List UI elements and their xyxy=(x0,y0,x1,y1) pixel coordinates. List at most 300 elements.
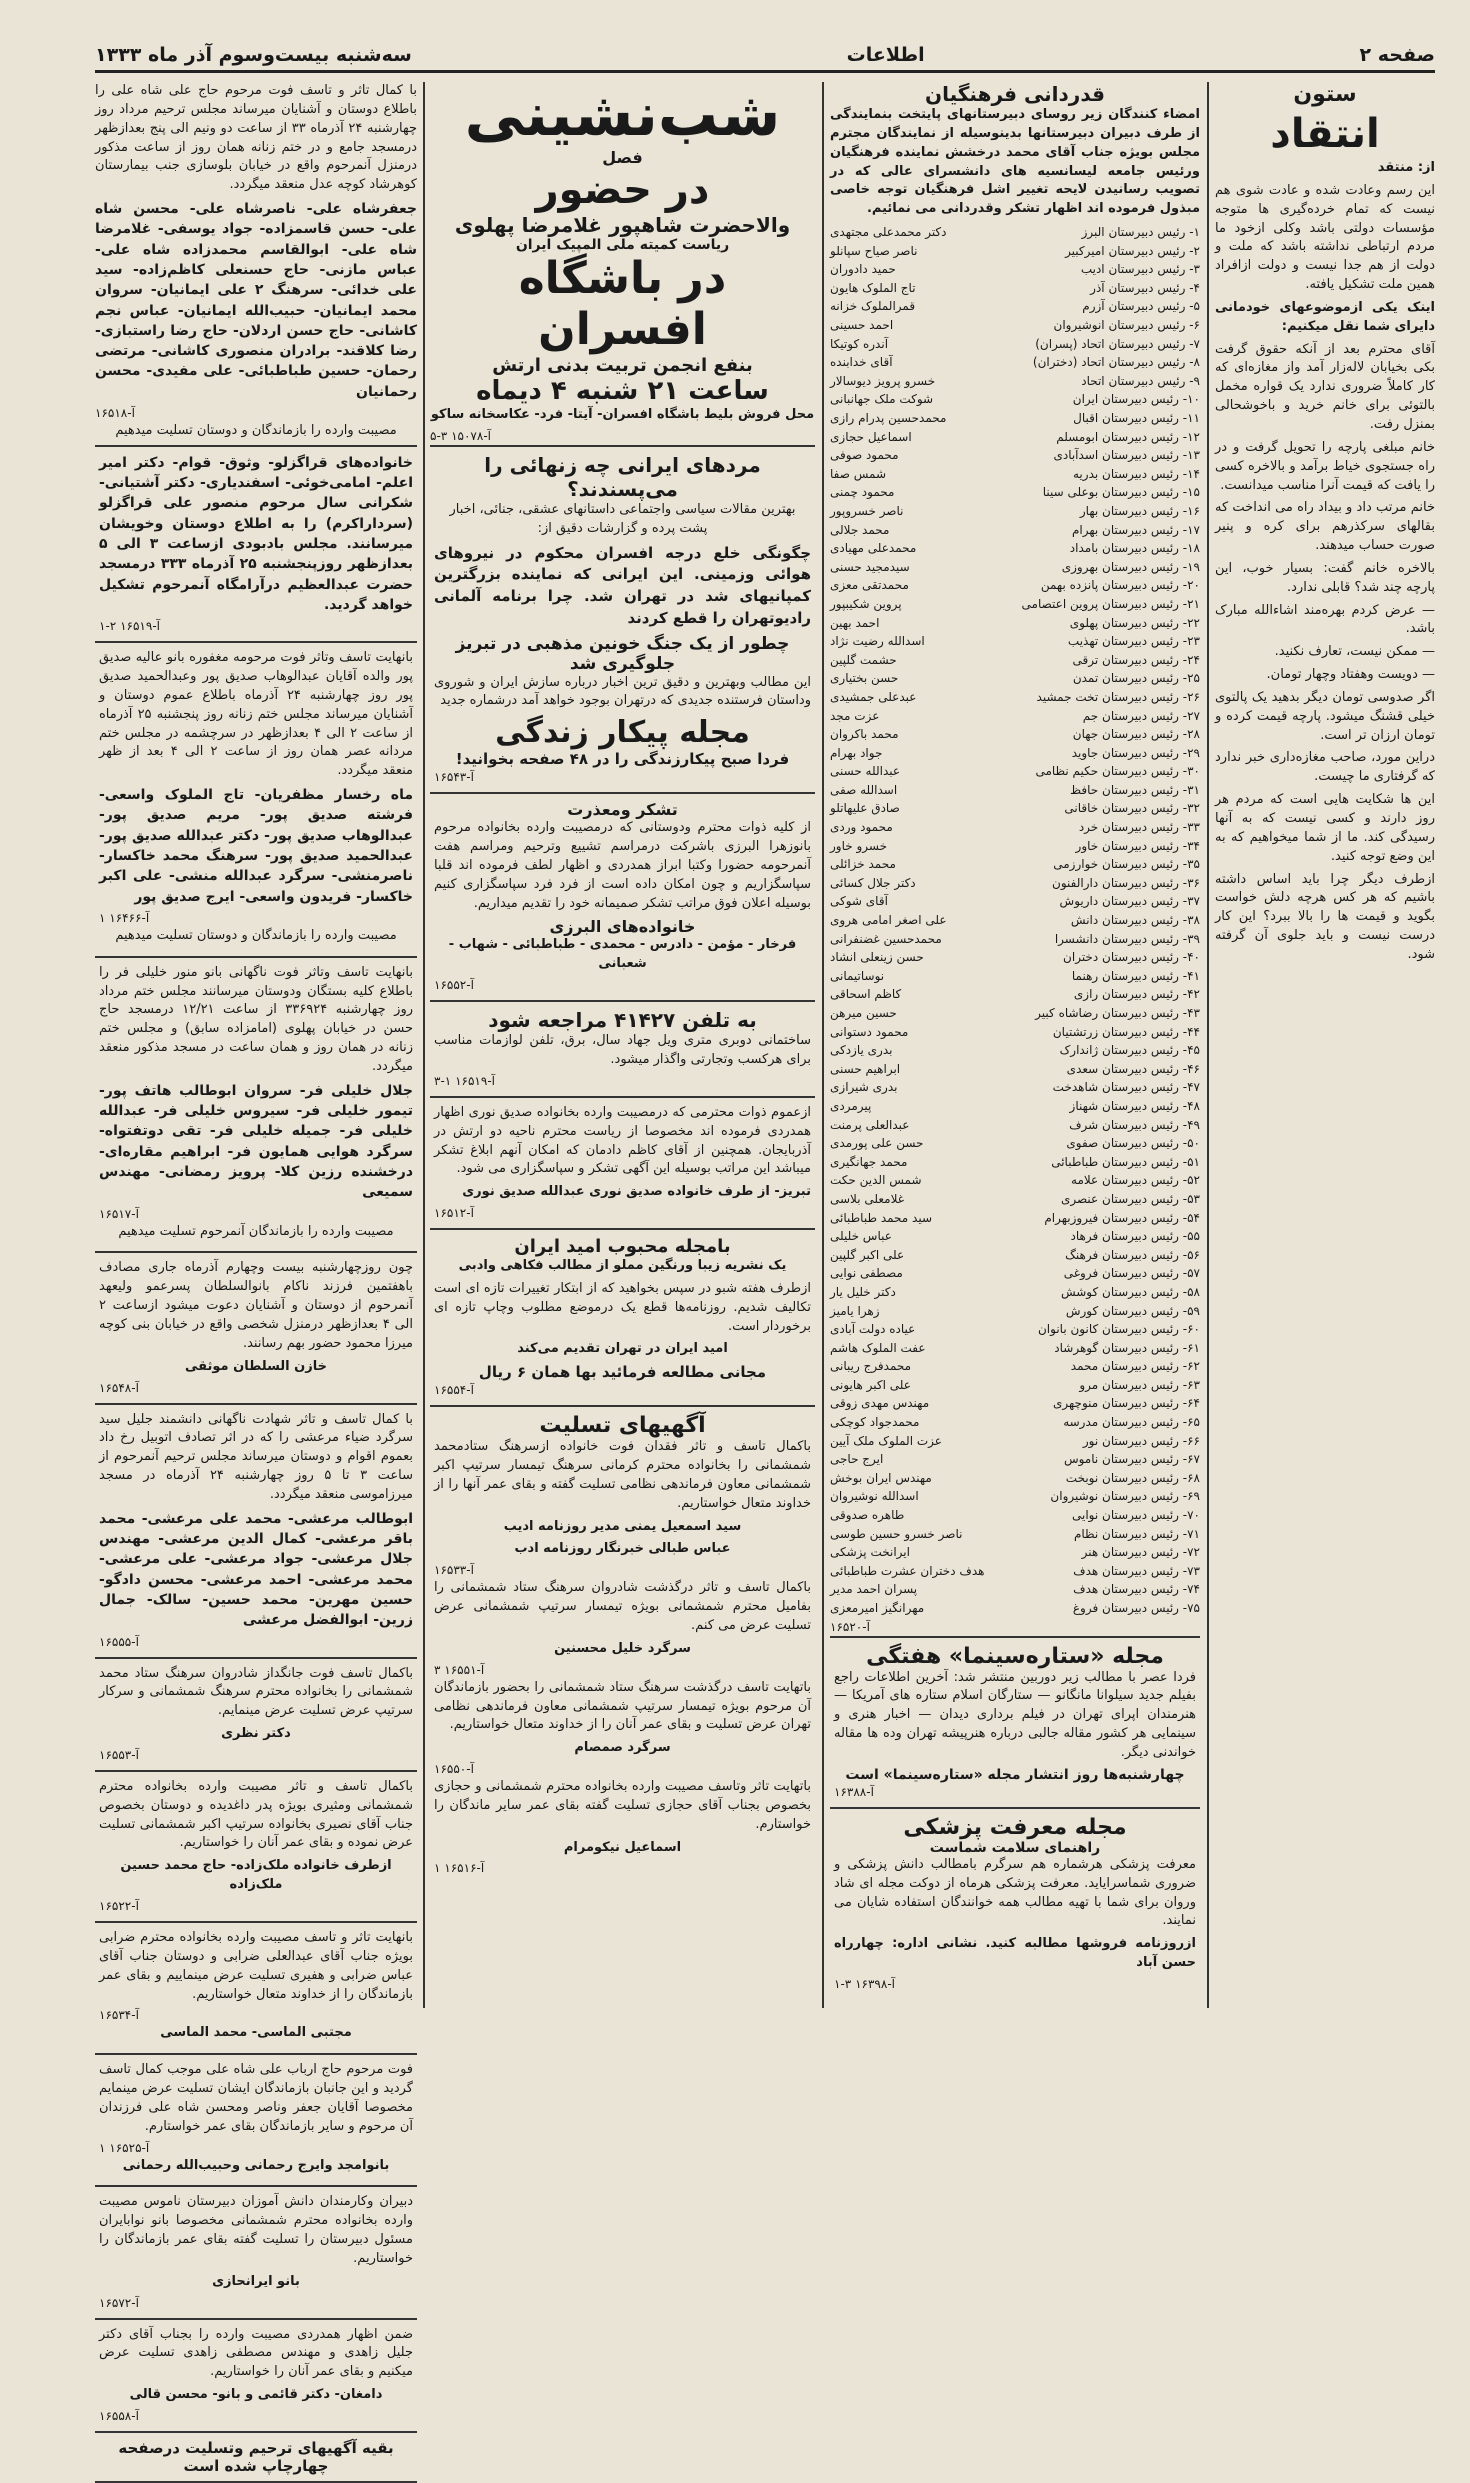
condolence-sign: عباس طبالی خبرنگار روزنامه ادب xyxy=(514,1541,731,1557)
obituary xyxy=(95,2053,417,2185)
obituary-names: ماه رخسار مظفریان- تاج الملوک واسعی- فرشته صدیق پور- مریم صدیق پور- عبدالوهاب صدیق پور- دکتر عبدالله صدیق پور- عبدالحمید صدیق پور- سرهنگ محمد خاکسار- ناصرمنشی- سرگرد عبدالله منشی- علی اکبر خاکسار- فریدون واسعی- ایرج صدیق پور xyxy=(99,787,413,905)
school-name: ۶۸- رئیس دبیرستان نوبخت xyxy=(1065,1470,1200,1485)
principal-name: مصطفی نوایی xyxy=(830,1266,903,1281)
principal-name: زهرا یامیز xyxy=(830,1303,880,1318)
school-row xyxy=(830,855,1200,874)
school-name: ۱۰- رئیس دبیرستان ایران xyxy=(1072,392,1200,407)
ad-code: آ-۱۶۵۵۸ xyxy=(99,2409,139,2423)
obituary-sign: دامغان- دکتر قائمی و بانو- محسن قالی xyxy=(129,2387,383,2403)
ad-code: آ-۱۶۵۷۲ xyxy=(99,2295,139,2310)
principal-name: حسین میرهن xyxy=(830,1006,897,1020)
school-name: ۵۱- رئیس دبیرستان طباطبائی xyxy=(1051,1154,1200,1169)
event-time: ساعت ۲۱ شنبه ۴ دیماه xyxy=(476,376,769,406)
ad-code: آ-۱۶۴۶۶ ۱ xyxy=(99,910,150,925)
medical-ad xyxy=(830,1807,1200,1999)
school-row xyxy=(830,1283,1200,1302)
principal-name: محمود چمنی xyxy=(830,485,895,500)
principal-name: پروین شکیبپور xyxy=(830,596,902,611)
sinema-ad xyxy=(830,1636,1200,1807)
principal-name: اسماعیل حجازی xyxy=(830,429,912,444)
sadigh-sign: تبریز- از طرف خانواده صدیق نوری عبدالله صدیق نوری xyxy=(462,1184,811,1200)
principal-name: محمود دستوانی xyxy=(830,1024,909,1039)
sadigh-text: ازعموم ذوات محترمی که درمصیبت وارده بخانواده صدیق نوری اظهار همدردی فرموده اند مخصوصا از ریاست محترم ناحیه دو ارتش در آذربایجان. همچنین از آقای کاظم دادمان که امکان آنهم ابلاغ تشکر میباشد این مراتب بوسیله این آگهی تشکر و سپاسگزاری می شود. xyxy=(434,1104,811,1177)
obituary-sign: بانوامجد وایرج رحمانی وحبیب‌الله رحمانی xyxy=(122,2157,390,2173)
principal-name: آندره کوتیکا xyxy=(830,336,889,351)
obituary-text: باکمال تاسف فوت جانگداز شادروان سرهنگ ستاد محمد شمشمانی را بخانواده محترم سرهنگ شمشمانی و سرکار سرتیپ عرض تسلیت عرض مینمایم. xyxy=(99,1665,413,1719)
school-row xyxy=(830,967,1200,986)
principal-name: شمس صفا xyxy=(830,466,887,481)
column-rule xyxy=(423,82,425,2008)
school-name: ۵۵- رئیس دبیرستان فرهاد xyxy=(1070,1229,1200,1244)
omid-ad xyxy=(430,1228,815,1405)
phone-ad xyxy=(430,1000,815,1096)
principal-name: احمد حسینی xyxy=(830,318,894,333)
school-name: ۷۵- رئیس دبیرستان فروغ xyxy=(1072,1601,1200,1615)
principal-name: خسرو خاور xyxy=(830,838,888,853)
school-row xyxy=(830,1450,1200,1469)
school-row xyxy=(830,316,1200,335)
school-row xyxy=(830,1209,1200,1228)
school-row xyxy=(830,297,1200,316)
school-name: ۷- رئیس دبیرستان اتحاد (پسران) xyxy=(1035,336,1200,351)
thanks-names: فرخار - مؤمن - دادرس - محمدی - طباطبائی - شهاب - شعبانی xyxy=(448,937,797,972)
obituary-names: ابوطالب مرعشی- محمد علی مرعشی- محمد باقر مرعشی- کمال الدین مرعشی- مهندس جلال مرعشی- جواد مرعشی- علی مرعشی- محمد مرعشی- احمد مرعشی- محسن دادگو- حسین مهرین- محمد حسین- سالک- جمال زرین- ابوالفضل مرعشی xyxy=(99,1510,413,1629)
school-name: ۶۰- رئیس دبیرستان کانون بانوان xyxy=(1037,1322,1200,1337)
obituary xyxy=(95,445,417,641)
principal-name: ایرج حاجی xyxy=(830,1452,884,1467)
medical-footer: ازروزنامه فروشها مطالبه کنید. نشانی اداره: چهارراه حسن آباد xyxy=(834,1936,1196,1971)
obituary-sign: مجتبی الماسی- محمد الماسی xyxy=(160,2025,352,2041)
school-row xyxy=(830,1599,1200,1618)
principal-name: پسران احمد مدیر xyxy=(830,1582,918,1597)
column-rule xyxy=(822,82,824,2008)
obituaries-column xyxy=(95,82,418,2475)
obituary-text: چون روزچهارشنبه بیست وچهارم آذرماه جاری مصادف باهفتمین فرزند ناکام بانوالسلطان پسرعمو ولیعهد آنمرحوم از دوستان و آشنایان دعوت میشود ازساعت ۲ الی ۴ بعدازظهر درمنزل شخصی واقع در خیابان بنی کوچه میرزا محمود حضور بهم رسانند. xyxy=(99,1260,413,1351)
school-name: ۴۴- رئیس دبیرستان زرتشتیان xyxy=(1052,1024,1200,1039)
school-name: ۶۴- رئیس دبیرستان منوچهری xyxy=(1053,1396,1200,1411)
condolence-title: آگهیهای تسلیت xyxy=(539,1413,706,1439)
critique-kicker: ستون xyxy=(1293,82,1357,107)
condolence-sign: سرگرد خلیل محسنین xyxy=(554,1640,691,1656)
principal-name: ناصر خسرو حسین طوسی xyxy=(830,1526,963,1541)
school-row xyxy=(830,651,1200,670)
thanks-family: خانواده‌های البرزی xyxy=(549,917,696,937)
school-name: ۳۵- رئیس دبیرستان خوارزمی xyxy=(1053,857,1200,872)
school-row xyxy=(830,335,1200,354)
principal-name: محمدفرج ریبانی xyxy=(830,1359,912,1374)
medical-title: مجله معرفت پزشکی xyxy=(903,1814,1127,1840)
school-name: ۶۵- رئیس دبیرستان مدرسه xyxy=(1063,1415,1200,1430)
principal-name: ناصر صیاح سپانلو xyxy=(830,243,918,258)
principal-name: محمد جلالی xyxy=(830,522,890,537)
school-row xyxy=(830,1413,1200,1432)
principal-name: ناصر خسروپور xyxy=(830,503,904,518)
school-row xyxy=(830,1134,1200,1153)
obituary xyxy=(95,1921,417,2053)
school-name: ۴۷- رئیس دبیرستان شاهدخت xyxy=(1052,1080,1200,1095)
omid-price: مجانی مطالعه فرمائید بها همان ۶ ریال xyxy=(478,1363,767,1382)
school-row xyxy=(830,1004,1200,1023)
school-name: ۵۸- رئیس دبیرستان کوشش xyxy=(1060,1284,1200,1299)
school-row xyxy=(830,539,1200,558)
critique-paragraph: خانم مبلغی پارچه را تحویل گرفت و در راه جستجوی خیاط برآمد و بالاخره کسی را یافت که قیمت آنرا مناسب میدانست. xyxy=(1215,439,1435,493)
school-row xyxy=(830,558,1200,577)
critique-paragraph: اینک یکی ازموضوعهای خودمانی دایرای شما نقل میکنیم: xyxy=(1215,299,1435,334)
school-row xyxy=(830,1227,1200,1246)
school-row xyxy=(830,799,1200,818)
school-name: ۷۲- رئیس دبیرستان هنر xyxy=(1081,1545,1200,1560)
ad-code: آ-۱۶۵۱۹ ۲-۱ xyxy=(99,619,160,634)
principal-name: محمدجواد کوچکی xyxy=(830,1415,920,1430)
school-row xyxy=(830,1469,1200,1488)
magazine-promo: فردا صبح پیکارزندگی را در ۴۸ صفحه بخوانید! xyxy=(455,750,790,769)
school-row xyxy=(830,930,1200,949)
school-row xyxy=(830,372,1200,391)
school-name: ۲۰- رئیس دبیرستان پانزده بهمن xyxy=(1040,578,1200,593)
obituary xyxy=(95,1770,417,1921)
school-row xyxy=(830,1264,1200,1283)
condolence-text: باکمال تاسف و تاثر فقدان فوت خانواده ازسرهنگ ستادمحمد شمشمانی را بخانواده محترم کرمانی سرهنگ تیمسار سرتیپ اکبر شمشمانی معاون فرماندهی نظامی تسلیت گفته و بقای عمر آنها را از خداوند متعال خواستاریم. xyxy=(434,1439,811,1511)
principal-name: عزت مجد xyxy=(830,708,880,723)
ad-code: آ-۱۶۵۴۳ xyxy=(434,770,474,785)
principal-name: ابراهیم حسنی xyxy=(830,1061,901,1076)
principal-name: دکتر جلال کسائی xyxy=(830,875,916,890)
obituary-text: با کمال تاثر و تاسف فوت مرحوم حاج علی شاه علی را باطلاع دوستان و آشنایان میرساند مجلس ترحیم مرداد روز چهارشنبه ۲۴ آذرماه ۳۳ از ساعت دو ونیم الی پنج بعدازظهر درمسجد جامع و در ختم زنانه همان روز از ساعت مذکور درمنزل آنمرحوم واقع در خیابان بلوسازی جنب بیمارستان کوهرشاد کوچه عدل منعقد میگردد. xyxy=(95,83,418,193)
critique-paragraph: آقای محترم بعد از آنکه حقوق گرفت بکی بخیابان لاله‌زار آمد واز مغازه‌ای که کار کاملاً ضروری ندارد یک قواره مخمل بالتوئی برای خانم خرید و باخوشحالی بمنزل رفت. xyxy=(1215,341,1435,432)
column-rule xyxy=(1207,82,1209,2008)
sinema-text: فردا عصر با مطالب زیر دوربین منتشر شد: آخرین اطلاعات راجع بفیلم جدید سیلوانا مانگانو — ستارگان اسلام ستاره های آمریکا — هنرمندان اپرای تهران در فیلم برداری دیدان — اخبار هنری و سینمایی هر کشور مقاله جالبی درباره هنرپیشه تهران وده ها مقاله خواندنی دیگر. xyxy=(834,1669,1196,1760)
obituary-names: جلال خلیلی فر- سروان ابوطالب‌ هاتف‌ پور- تیمور خلیلی فر- سیروس خلیلی فر- عبدالله خلیلی فر- جمیله خلیلی فر- تقی دوتفتواه- سرگرد هوایی همایون فر- ابراهیم مقاره‌ای- درخشنده رزین کلا- پرویز رمضانی- مهندس سمیعی xyxy=(99,1082,413,1201)
school-row xyxy=(830,614,1200,633)
principal-name: شمس الدین حکت xyxy=(830,1173,922,1188)
ad-code: آ-۱۶۵۱۹ ۱-۳ xyxy=(434,1073,495,1088)
principal-name: احمد بهین xyxy=(830,615,880,630)
school-name: ۷۱- رئیس دبیرستان نظام xyxy=(1073,1526,1200,1541)
school-row xyxy=(830,483,1200,502)
principal-name: آقای شوکی xyxy=(830,894,888,909)
school-row xyxy=(830,1190,1200,1209)
school-row xyxy=(830,1060,1200,1079)
principal-name: غلامعلی بلاسی xyxy=(830,1191,904,1206)
school-row xyxy=(830,632,1200,651)
school-name: ۷۴- رئیس دبیرستان هدف xyxy=(1073,1582,1200,1597)
medical-subtitle: راهنمای سلامت شماست xyxy=(929,1839,1101,1856)
principal-name: پیرمردی xyxy=(830,1098,872,1113)
obituary xyxy=(95,2185,417,2317)
school-row xyxy=(830,1097,1200,1116)
school-name: ۱۲- رئیس دبیرستان ابومسلم xyxy=(1056,429,1200,444)
sinema-title: مجله «ستاره‌سینما» هفتگی xyxy=(866,1643,1164,1669)
school-name: ۹- رئیس دبیرستان اتحاد xyxy=(1081,373,1200,388)
principal-name: ایرانخت پزشکی xyxy=(830,1545,910,1560)
ad-code: آ-۱۶۵۵۲ xyxy=(434,978,474,993)
principal-name: محمدعلی مهیادی xyxy=(830,541,917,556)
event-presence: در حضور xyxy=(535,167,710,213)
school-name: ۲۸- رئیس دبیرستان جهان xyxy=(1072,727,1200,742)
school-name: ۲۵- رئیس دبیرستان تمدن xyxy=(1072,671,1200,686)
teachers-intro: امضاء کنندگان زیر روسای دبیرستانهای پایتخت بنمایندگی از طرف دبیران دبیرستانها بدینوسیله از نمایندگان مجترم مجلس بویژه جناب آقای محمد درخشش نماینده فرهنگیان ورئیس جامعه لیسانسیه های دانشسرای عالی که در تصویب رسانیدن لایحه تغییر اشل فرهنگیان توجه خاصی مبذول فرموده اند اظهار تشکر وقدردانی می نمائیم. xyxy=(830,107,1200,217)
school-row xyxy=(830,1302,1200,1321)
school-name: ۲۶- رئیس دبیرستان تخت جمشید xyxy=(1036,689,1200,704)
school-row xyxy=(830,1041,1200,1060)
principal-name: شوکت ملک جهانبانی xyxy=(830,392,934,407)
ad-code: آ-۱۶۵۵۵ xyxy=(99,1634,139,1649)
event-season: فصل xyxy=(602,148,643,167)
school-name: ۴۳- رئیس دبیرستان رضاشاه کبیر xyxy=(1035,1006,1200,1020)
school-name: ۶۶- رئیس دبیرستان نور xyxy=(1082,1433,1200,1448)
obituary xyxy=(95,1657,417,1770)
phone-text: ساختمانی دوبری متری ویل جهاد سال، برق، تلفن لوازمات مناسب برای هرکسب وتجارتی واگذار میشود. xyxy=(434,1033,811,1067)
school-row xyxy=(830,1525,1200,1544)
school-name: ۳- رئیس دبیرستان ادیب xyxy=(1080,262,1200,277)
school-row xyxy=(830,874,1200,893)
school-name: ۱۵- رئیس دبیرستان بوعلی سینا xyxy=(1042,485,1200,500)
principal-name: عبدعلی جمشیدی xyxy=(830,689,917,704)
condolence-section xyxy=(430,1405,815,1883)
school-name: ۶- رئیس دبیرستان انوشیروان xyxy=(1053,318,1200,333)
principal-name: کاظم اسحاقی xyxy=(830,987,902,1002)
newspaper-name: اطلاعات xyxy=(846,44,925,66)
magazine-news: چگونگی خلع درجه افسران محکوم در نیروهای هوائی وزمینی. این ایرانی که نماینده بزرگترین کمپانیهای شد در تهران شد. چرا برنامه آلمانی رادیوتهران را قطع کردند xyxy=(434,543,811,627)
event-benefit: بنفع انجمن تربیت بدنی ارتش xyxy=(492,355,753,376)
school-row xyxy=(830,1580,1200,1599)
obituary-sign: بانو ایرانحازی xyxy=(212,2273,300,2289)
school-row xyxy=(830,502,1200,521)
critique-paragraph: اگر صدوسی تومان دیگر بدهید یک پالتوی خیلی قشنگ میشود. پارچه قیمت کرده و تومان ارزان تر است. xyxy=(1215,689,1435,743)
ad-code: آ-۱۶۵۴۸ xyxy=(99,1380,139,1395)
school-name: ۴۲- رئیس دبیرستان رازی xyxy=(1073,987,1200,1002)
school-name: ۱۳- رئیس دبیرستان اسدآبادی xyxy=(1053,448,1200,463)
school-row xyxy=(830,1506,1200,1525)
school-row xyxy=(830,911,1200,930)
obituary xyxy=(95,1403,417,1657)
critique-author: از: منتقد xyxy=(1377,160,1435,175)
principal-name: مهندس مهدی زوقی xyxy=(830,1396,930,1411)
principal-name: علی اکبر هایونی xyxy=(830,1377,911,1392)
school-row xyxy=(830,1487,1200,1506)
school-row xyxy=(830,279,1200,298)
school-row xyxy=(830,948,1200,967)
principal-name: محمدتقی معزی xyxy=(830,578,909,593)
school-row xyxy=(830,1394,1200,1413)
principal-name: حسن زینعلی انشاد xyxy=(830,950,924,965)
principal-name: صادق علیهاتلو xyxy=(830,801,900,816)
school-row xyxy=(830,1339,1200,1358)
school-name: ۲۳- رئیس دبیرستان تهذیب xyxy=(1067,634,1200,649)
critique-paragraph: — عرض کردم بهره‌مند اشاءالله مبارک باشد. xyxy=(1215,602,1435,637)
sinema-footer: چهارشنبه‌ها روز انتشار مجله «ستاره‌سینما» است xyxy=(845,1766,1185,1783)
obituaries-footer: بقیه آگهیهای ترحیم وتسلیت درصفحه چهارچاپ شده است xyxy=(95,2431,417,2483)
school-name: ۴۱- رئیس دبیرستان رهنما xyxy=(1071,968,1200,983)
issue-date: سه‌شنبه بیست‌وسوم آذر ماه ۱۳۳۳ xyxy=(95,44,412,66)
school-name: ۵۰- رئیس دبیرستان صفوی xyxy=(1066,1136,1200,1151)
magazine-name: مجله پیکار زندگی xyxy=(495,715,750,751)
ad-code: آ-۱۶۵۵۰ xyxy=(434,1762,474,1777)
principal-name: سید محمد طباطبائی xyxy=(830,1210,933,1225)
school-name: ۱۴- رئیس دبیرستان بدریه xyxy=(1073,466,1200,481)
obituary xyxy=(95,641,417,956)
magazine-news: چطور از یک جنگ خونین مذهبی در تبریز جلوگیری شد xyxy=(455,633,790,674)
omid-place: امید ایران در تهران تقدیم می‌کند xyxy=(517,1341,728,1357)
school-row xyxy=(830,837,1200,856)
principal-name: هدف دختران عشرت طباطبائی xyxy=(830,1563,985,1578)
school-row xyxy=(830,465,1200,484)
principal-name: محمد باکروان xyxy=(830,727,899,742)
school-row xyxy=(830,390,1200,409)
school-row xyxy=(830,595,1200,614)
critique-column xyxy=(1215,82,1435,2008)
event-ad xyxy=(430,82,815,443)
event-highness: والاحضرت شاهپور غلامرضا پهلوی xyxy=(454,213,791,237)
ad-code: آ-۱۶۵۱۷ xyxy=(99,1206,139,1221)
ad-code: آ-۱۶۵۲۵ ۱ xyxy=(99,2140,150,2155)
school-row xyxy=(830,762,1200,781)
condolence-text: باتهایت تاثر وتاسف مصیبت وارده بخانواده محترم شمشمانی و حجازی بخصوص بجناب آقای حجازی تسلیت گفته بقای عمر سایر ماندگان را خواستارم. xyxy=(434,1779,811,1832)
ad-code: آ-۱۶۳۹۸ ۳-۱ xyxy=(834,1976,895,1991)
obituary xyxy=(95,956,417,1252)
school-row xyxy=(830,1171,1200,1190)
school-row xyxy=(830,1023,1200,1042)
school-name: ۱۱- رئیس دبیرستان اقبال xyxy=(1073,411,1200,425)
school-name: ۲۴- رئیس دبیرستان ترقی xyxy=(1072,652,1200,667)
omid-title: بامجله محبوب امید ایران xyxy=(514,1236,731,1258)
principal-name: خسرو پرویز دیوسالار xyxy=(830,373,936,388)
school-row xyxy=(830,1376,1200,1395)
school-row xyxy=(830,744,1200,763)
principal-name: بدری یازدکی xyxy=(830,1043,893,1058)
obituary-text: ضمن اظهار همدردی مصیبت وارده را بجناب آقای دکتر جلیل زاهدی و مهندس مصطفی زاهدی تسلیت عرض میکنیم و بقای عمر آنان را خواستاریم. xyxy=(99,2326,413,2380)
principal-name: اسدالله صفی xyxy=(830,782,898,797)
condolence-text: باتهایت تاسف درگذشت سرهنگ ستاد شمشمانی را بحضور بازماندگان آن مرحوم بویژه تیمسار سرتیپ شمشمانی معاون فرماندهی نظامی تهران عرض تسلیت و بقای عمر آنان را از خداوند متعال خواستاریم. xyxy=(434,1679,811,1733)
school-row xyxy=(830,1246,1200,1265)
school-row xyxy=(830,576,1200,595)
obituary xyxy=(95,2318,417,2431)
principal-name: محمود وردی xyxy=(830,820,893,835)
school-name: ۲- رئیس دبیرستان امیرکبیر xyxy=(1065,243,1200,258)
school-row xyxy=(830,707,1200,726)
event-venue: در باشگاه افسران xyxy=(518,253,727,355)
school-name: ۵۳- رئیس دبیرستان عنصری xyxy=(1061,1191,1200,1206)
principal-name: مهندس ایران بوخش xyxy=(830,1470,932,1485)
school-name: ۴۰- رئیس دبیرستان دختران xyxy=(1063,950,1200,965)
principal-name: مهرانگیز امیرمعزی xyxy=(830,1601,925,1615)
school-row xyxy=(830,1543,1200,1562)
principal-name: جواد بهرام xyxy=(830,745,883,760)
critique-paragraph: این ها شکایت هایی است که مردم هر روز دارند و کسی نیست که به آنها رسیدگی کند. ما از شما میخواهیم که به این وضع توجه کنید. xyxy=(1215,792,1435,864)
school-name: ۳۰- رئیس دبیرستان حکیم نظامی xyxy=(1035,764,1200,779)
ad-code: آ-۱۶۵۲۲ xyxy=(99,1898,139,1913)
school-name: ۶۱- رئیس دبیرستان گوهرشاد xyxy=(1054,1340,1200,1355)
school-name: ۶۷- رئیس دبیرستان ناموس xyxy=(1063,1452,1200,1467)
teachers-title: قدردانی فرهنگیان xyxy=(925,82,1105,106)
obituary xyxy=(95,1251,417,1402)
school-name: ۵۹- رئیس دبیرستان کورش xyxy=(1065,1303,1200,1318)
school-name: ۶۳- رئیس دبیرستان مرو xyxy=(1079,1377,1200,1392)
principal-name: علی اکبر گلپین xyxy=(830,1247,905,1262)
school-name: ۳۱- رئیس دبیرستان حافظ xyxy=(1070,782,1200,797)
school-row xyxy=(830,1562,1200,1581)
phone-title: به تلفن ۴۱۴۲۷ مراجعه شود xyxy=(488,1008,757,1033)
obituary-text: با کمال تاسف و تاثر شهادت ناگهانی دانشمند جلیل سید سرگرد ضیاء مرعشی را که در اثر تصادف اتوبیل رخ داد بعموم اقوام و دوستان میرساند مجلس ترحیم آنمرحوم از ساعت ۳ تا ۵ روز چهارشنبه ۲۴ آذرماه در مسجد میرزاموسی منعقد میگردد. xyxy=(99,1411,413,1502)
principal-name: تاج الملوک هایون xyxy=(830,280,916,295)
ad-code: آ-۱۶۵۵۴ xyxy=(434,1383,474,1398)
magazine-news: این مطالب وبهترین و دقیق ترین اخبار درباره سازش ایران و شوروی وداستان فرستنده جدیدی که درتهران بوجود خواهد آمد درشماره جدید xyxy=(434,674,811,709)
teachers-column xyxy=(830,82,1200,2008)
critique-title: انتقاد xyxy=(1270,111,1380,157)
school-name: ۴- رئیس دبیرستان آذر xyxy=(1090,280,1200,295)
magazine-question: مردهای ایرانی چه زنهائی را می‌پسندند؟ xyxy=(484,452,761,501)
ad-code: آ-۱۶۵۱۶ ۱ xyxy=(434,1861,485,1876)
critique-paragraph: خانم مرتب داد و بیداد راه می انداخت که بقالهای سرکذرهم برای کره و پنیر صورت حساب میدهند. xyxy=(1215,500,1435,554)
omid-text: ازطرف هفته شبو در سپس بخواهید که از ابتکار تغییرات تازه ای است تکالیف شدیم. روزنامه‌ها قطع یک درموضع مطلوب وچاپ تازه ای برخوردار است. xyxy=(434,1280,811,1334)
principal-name: عباس خلیلی xyxy=(830,1229,892,1244)
school-name: ۱۹- رئیس دبیرستان بهروزی xyxy=(1061,559,1200,574)
obituary-names: جعفرشاه علی- ناصرشاه علی- محسن شاه علی- حسن قاسمزاده- جواد یوسفی- غلامرضا شاه علی- ابوالقاسم محمدزاده شاه علی- عباس مازنی- حاج حسنعلی کاظم‌زاده- سید علی خدائی- سرهنگ ۲ علی ایمانیان- سروان محمد ایمانیان- حبیب‌الله ایمانیان- عباس نجم کاشانی- حاج حسن اردلان- حاج رضا راستبازی- رضا کلاقند- برادران منصوری کاشانی- مرتضی رحمان- حسین طباطبائی- علی مفیدی- محسن رحمانیان xyxy=(95,201,417,400)
ad-code: آ-۱۶۵۵۱ ۳ xyxy=(434,1662,485,1677)
school-name: ۴۸- رئیس دبیرستان شهناز xyxy=(1069,1098,1200,1113)
school-row xyxy=(830,409,1200,428)
school-name: ۳۴- رئیس دبیرستان خاور xyxy=(1075,838,1200,853)
principal-name: محمود صوفی xyxy=(830,448,899,463)
school-row xyxy=(830,781,1200,800)
thanks-title: تشکر ومعذرت xyxy=(567,800,678,820)
school-name: ۲۷- رئیس دبیرستان جم xyxy=(1082,708,1200,723)
obituary xyxy=(95,82,417,441)
principal-name: حسن بختیاری xyxy=(830,671,899,686)
page-number: صفحه ۲ xyxy=(1359,44,1435,66)
school-row xyxy=(830,1320,1200,1339)
principal-name: حشمت گلپین xyxy=(830,652,897,667)
condolence-text: باکمال تاسف و تاثر درگذشت شادروان سرهنگ ستاد شمشمانی را بفامیل محترم شمشمانی بویژه تیمسار سرتیپ شمشمانی عرض تسلیت عرض می کنم. xyxy=(434,1580,811,1633)
school-name: ۱- رئیس دبیرستان البرز xyxy=(1081,225,1200,240)
ad-code: آ-۱۶۵۱۲ xyxy=(434,1206,474,1221)
school-row xyxy=(830,521,1200,540)
critique-paragraph: — دویست وهفتاد وچهار تومان. xyxy=(1266,667,1435,683)
critique-paragraph: این رسم وعادت شده و عادت شوی هم نیست که تمام خرده‌گیری ها متوجه مؤسسات دولتی باشد وکلی ازخود ما مردم ارتباطی نداشته باشد که ملت و دولت از هم جدا نیست و دولت ازافراد همین ملت تشکیل یافته. xyxy=(1215,182,1435,293)
school-row xyxy=(830,446,1200,465)
ad-code: آ-۱۶۵۱۸ xyxy=(95,406,135,421)
principal-name: محمد جهانگیری xyxy=(830,1154,908,1169)
obituary-text: فوت مرحوم حاج ارباب علی شاه علی موجب کمال تاسف گردید و این جانبان بازماندگان ایشان تسلیت عرض مینمایم مخصوصا آقایان جعفر وناصر ومحسن شاه علی فرزندان آن مرحوم و سایر بازماندگان بقای عمر خواستارم. xyxy=(99,2062,413,2134)
school-name: ۱۷- رئیس دبیرستان بهرام xyxy=(1071,522,1200,537)
principal-name: محمدحسین پدرام رازی xyxy=(830,411,947,425)
obituary-text: بانهایت تاسف وتاثر فوت مرحومه مغفوره بانو عالیه صدیق پور والده آقایان عبدالوهاب صدیق پور وعبدالحمید صدیق پور روز چهارشنبه ۲۴ آذرماه باطلاع عموم دوستان و آشنایان میرساند مجلس ختم زنانه روز پنجشنبه ۲۵ آذرماه از ساعت ۲ الی ۴ بعدازظهر در سرچشمه در مجلس ختم مردانه عصر همان روز از ساعت ۲ الی ۴ بعد از ظهر منعقد میگردد. xyxy=(99,650,414,779)
school-row xyxy=(830,892,1200,911)
school-row xyxy=(830,985,1200,1004)
principal-name: سیدمجید حسنی xyxy=(830,559,910,574)
principal-name: دکتر محمدعلی مجتهدی xyxy=(830,225,947,240)
ad-code: آ-۱۶۵۵۳ xyxy=(99,1747,139,1762)
principal-name: طاهره صدوقی xyxy=(830,1508,905,1523)
omid-subtitle: یک نشریه زیبا ورنگین مملو از مطالب فکاهی وادبی xyxy=(458,1258,787,1274)
principal-name: قمرالملوک خزانه xyxy=(830,299,916,314)
magazine-lead: بهترین مقالات سیاسی واجتماعی داستانهای عشقی، جنائی، اخبار پشت پرده و گزارشات دقیق از: xyxy=(449,501,796,536)
ad-code: آ-۱۶۵۳۳ xyxy=(434,1563,474,1578)
event-olympic: ریاست کمیته ملی المپیک ایران xyxy=(515,237,730,253)
obituary-sign: خازن السلطان موثقی xyxy=(185,1358,327,1374)
principal-name: عیاده دولت آبادی xyxy=(830,1322,916,1337)
obituary-note: مصیبت وارده را بازماندگان آنمرحوم تسلیت میدهیم xyxy=(118,1223,394,1239)
principal-name: علی اصغر امامی هروی xyxy=(830,913,947,928)
school-row xyxy=(830,818,1200,837)
condolence-sign: سرگرد صمصام xyxy=(574,1740,671,1756)
school-row xyxy=(830,1078,1200,1097)
school-name: ۲۱- رئیس دبیرستان پروین اعتصامی xyxy=(1021,596,1200,611)
principal-name: عفت الملوک هاشم xyxy=(830,1340,926,1355)
school-row xyxy=(830,353,1200,372)
school-name: ۵۶- رئیس دبیرستان فرهنگ xyxy=(1065,1247,1200,1262)
school-name: ۳۳- رئیس دبیرستان خرد xyxy=(1078,820,1200,835)
